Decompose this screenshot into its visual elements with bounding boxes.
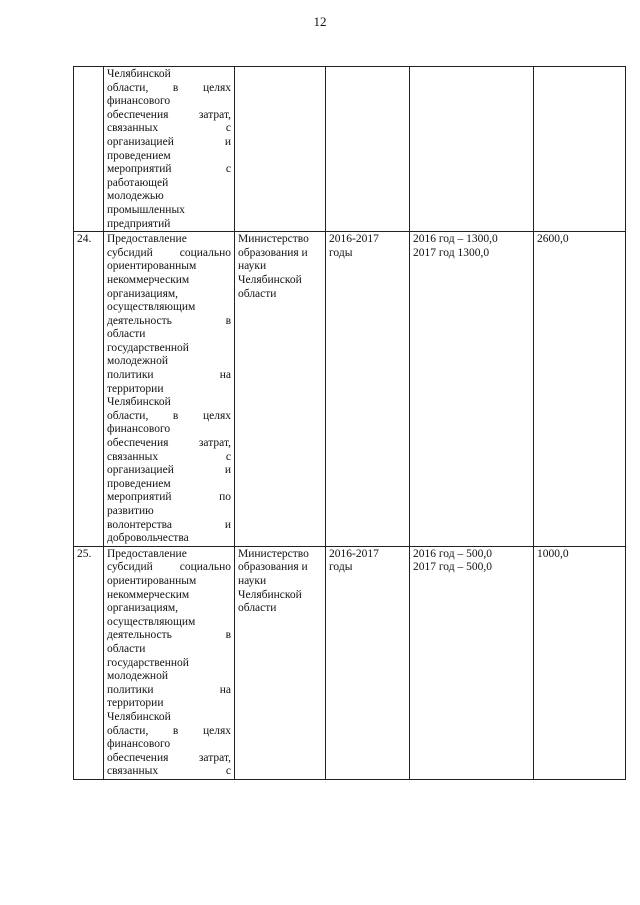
description-line: волонтерства и bbox=[107, 518, 231, 531]
total-cell bbox=[534, 546, 626, 779]
table-row bbox=[74, 67, 626, 232]
term-line: годы bbox=[329, 246, 353, 259]
description-line: предприятий bbox=[107, 217, 171, 230]
financing-cell bbox=[410, 67, 534, 232]
executor-line: науки bbox=[238, 260, 267, 273]
executor-line: образования и bbox=[238, 561, 308, 574]
description-line: Челябинской bbox=[107, 710, 171, 723]
row-number-cell bbox=[74, 67, 104, 232]
measure-description-cell bbox=[104, 232, 235, 547]
description-line: деятельность в bbox=[107, 629, 231, 642]
row-number-cell bbox=[74, 232, 104, 547]
total-amount: 1000,0 bbox=[537, 547, 569, 560]
description-line: ориентированным bbox=[107, 260, 197, 273]
description-line: субсидий социально bbox=[107, 561, 231, 574]
measure-description-cell bbox=[104, 67, 235, 232]
financing-line: 2017 год – 500,0 bbox=[413, 561, 492, 574]
total-amount: 2600,0 bbox=[537, 233, 569, 246]
term-line: 2016-2017 bbox=[329, 547, 379, 560]
description-line: области, в целях bbox=[107, 724, 231, 737]
description-line: организациям, bbox=[107, 287, 179, 300]
executor-line: науки bbox=[238, 574, 267, 587]
total-cell bbox=[534, 232, 626, 547]
term-cell bbox=[326, 546, 410, 779]
financing-line: 2016 год – 1300,0 bbox=[413, 233, 498, 246]
description-line: субсидий социально bbox=[107, 246, 231, 259]
description-line: Челябинской bbox=[107, 396, 171, 409]
description-line: Предоставление bbox=[107, 547, 187, 560]
description-line: обеспечения затрат, bbox=[107, 437, 231, 450]
description-line: мероприятий по bbox=[107, 491, 231, 504]
measures-table bbox=[73, 66, 626, 780]
executor-cell bbox=[235, 546, 326, 779]
description-line: ориентированным bbox=[107, 574, 197, 587]
executor-cell bbox=[235, 67, 326, 232]
executor-line: Министерство bbox=[238, 547, 309, 560]
description-line: области bbox=[107, 642, 146, 655]
term-line: годы bbox=[329, 561, 353, 574]
description-line: промышленных bbox=[107, 203, 185, 216]
term-cell bbox=[326, 232, 410, 547]
financing-line: 2017 год 1300,0 bbox=[413, 246, 490, 259]
description-line: территории bbox=[107, 382, 164, 395]
description-line: деятельность в bbox=[107, 314, 231, 327]
description-line: осуществляющим bbox=[107, 301, 196, 314]
description-line: Челябинской bbox=[107, 68, 171, 80]
description-line: добровольчества bbox=[107, 532, 189, 545]
description-line: области, в целях bbox=[107, 409, 231, 422]
financing-line: 2016 год – 500,0 bbox=[413, 547, 492, 560]
description-line: территории bbox=[107, 697, 164, 710]
description-line: организацией и bbox=[107, 464, 231, 477]
row-number: 25. bbox=[77, 547, 92, 560]
table-row bbox=[74, 546, 626, 779]
executor-line: Челябинской bbox=[238, 273, 302, 286]
table-row bbox=[74, 232, 626, 547]
measure-description-cell bbox=[104, 546, 235, 779]
executor-line: образования и bbox=[238, 246, 308, 259]
executor-line: области bbox=[238, 602, 277, 615]
description-line: связанных с bbox=[107, 122, 231, 135]
description-line: некоммерческим bbox=[107, 273, 190, 286]
description-line: финансового bbox=[107, 95, 171, 108]
description-line: связанных с bbox=[107, 765, 231, 778]
description-line: области, в целях bbox=[107, 81, 231, 94]
description-line: работающей bbox=[107, 176, 169, 189]
description-line: финансового bbox=[107, 738, 171, 751]
description-line: проведением bbox=[107, 477, 171, 490]
description-line: обеспечения затрат, bbox=[107, 108, 231, 121]
description-line: финансового bbox=[107, 423, 171, 436]
financing-cell bbox=[410, 232, 534, 547]
description-line: развитию bbox=[107, 505, 154, 517]
page-number: 12 bbox=[313, 14, 327, 29]
executor-line: Министерство bbox=[238, 233, 309, 246]
total-cell bbox=[534, 67, 626, 232]
description-line: проведением bbox=[107, 149, 171, 162]
description-line: государственной bbox=[107, 656, 189, 669]
description-line: области bbox=[107, 328, 146, 341]
row-number-cell bbox=[74, 546, 104, 779]
row-number: 24. bbox=[77, 233, 92, 246]
executor-line: Челябинской bbox=[238, 588, 302, 601]
description-line: осуществляющим bbox=[107, 615, 196, 628]
description-line: Предоставление bbox=[107, 233, 187, 246]
description-line: организациям, bbox=[107, 602, 179, 615]
description-line: связанных с bbox=[107, 450, 231, 463]
description-line: политики на bbox=[107, 683, 231, 696]
executor-cell bbox=[235, 232, 326, 547]
description-line: организацией и bbox=[107, 135, 231, 148]
description-line: молодежной bbox=[107, 670, 168, 683]
description-line: политики на bbox=[107, 369, 231, 382]
term-line: 2016-2017 bbox=[329, 233, 379, 246]
description-line: мероприятий с bbox=[107, 163, 231, 176]
description-line: государственной bbox=[107, 341, 189, 354]
description-line: молодежной bbox=[107, 355, 168, 368]
term-cell bbox=[326, 67, 410, 232]
executor-line: области bbox=[238, 287, 277, 300]
financing-cell bbox=[410, 546, 534, 779]
description-line: обеспечения затрат, bbox=[107, 751, 231, 764]
description-line: молодежью bbox=[107, 190, 164, 203]
description-line: некоммерческим bbox=[107, 588, 190, 601]
